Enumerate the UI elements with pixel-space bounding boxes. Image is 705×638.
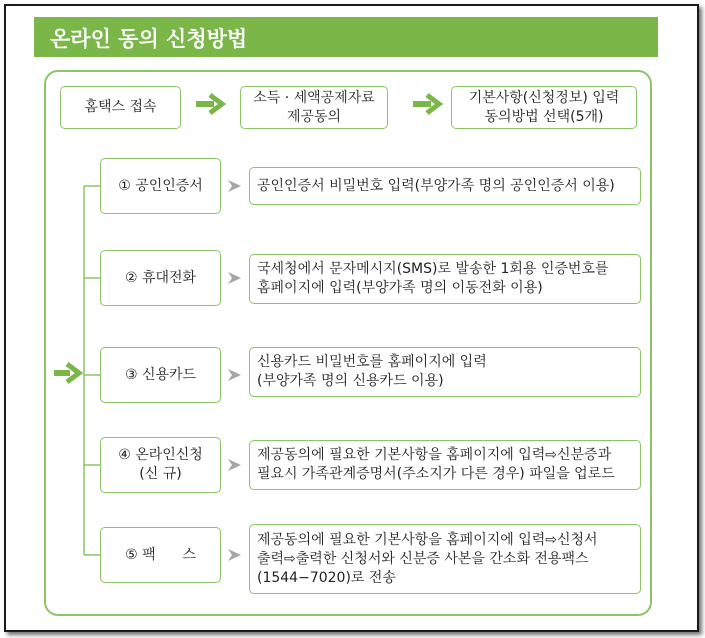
method-5-desc-line-3: (1544−7020)로 전송 <box>257 569 396 586</box>
method-1-label: ① 공인인증서 <box>118 177 203 194</box>
gray-arrow-icon-1 <box>228 180 241 192</box>
method-label-credit-card <box>100 347 221 403</box>
method-5-label: ⑤ 팩 스 <box>125 546 196 563</box>
method-2-desc-line-1: 국세청에서 문자메시지(SMS)로 발송한 1회용 인증번호를 <box>257 261 609 277</box>
step-3-line-2: 동의방법 선택(5개) <box>484 108 604 125</box>
method-label-fax <box>100 527 221 583</box>
method-desc-mobile <box>249 254 641 304</box>
step-2-line-1: 소득 · 세액공제자료 <box>253 89 375 106</box>
step-3-line-1: 기본사항(신청정보) 입력 <box>468 89 620 106</box>
entry-arrow-icon <box>54 364 79 382</box>
flow-arrow-icon-1 <box>196 95 222 113</box>
step-2-line-2: 제공동의 <box>286 108 342 125</box>
method-desc-fax <box>249 524 641 594</box>
method-2-desc-line-2: 홈페이지에 입력(부양가족 명의 이동전화 이용) <box>257 280 543 296</box>
page-title: 온라인 동의 신청방법 <box>50 27 248 51</box>
step-box-consent <box>240 86 388 129</box>
method-4-desc-line-2: 필요시 가족관계증명서(주소지가 다른 경우) 파일을 업로드 <box>257 466 615 482</box>
method-4-label-line-2: (신 규) <box>139 466 182 482</box>
method-1-desc-line-1: 공인인증서 비밀번호 입력(부양가족 명의 공인인증서 이용) <box>257 177 615 194</box>
method-3-desc-line-2: (부양가족 명의 신용카드 이용) <box>257 373 444 389</box>
method-label-certificate <box>100 158 221 214</box>
method-desc-online <box>249 440 641 490</box>
gray-arrow-icon-4 <box>228 459 241 471</box>
step-box-basic-info <box>451 86 637 129</box>
method-5-desc-line-2: 출력⇨출력한 신청서와 신분증 사본을 간소화 전용팩스 <box>257 550 589 567</box>
gray-arrow-icon-2 <box>228 272 241 284</box>
gray-arrow-icon-3 <box>228 369 241 381</box>
method-2-label: ② 휴대전화 <box>124 269 197 286</box>
method-5-desc-line-1: 제공동의에 필요한 기본사항을 홈페이지에 입력⇨신청서 <box>257 531 598 548</box>
method-4-label-line-1: ④ 온라인신청 <box>118 447 203 463</box>
gray-arrow-icon-5 <box>228 549 241 561</box>
method-3-label: ③ 신용카드 <box>124 366 197 383</box>
step-box-homtax <box>60 86 181 129</box>
method-desc-credit-card <box>249 347 641 397</box>
method-3-desc-line-1: 신용카드 비밀번호를 홈페이지에 입력 <box>257 354 487 370</box>
flow-arrow-icon-2 <box>413 95 439 113</box>
step-1-line-1: 홈택스 접속 <box>84 99 157 115</box>
method-4-desc-line-1: 제공동의에 필요한 기본사항을 홈페이지에 입력⇨신분증과 <box>257 447 612 463</box>
method-desc-certificate <box>249 167 641 205</box>
method-label-mobile <box>100 250 221 306</box>
method-label-online <box>100 437 221 493</box>
